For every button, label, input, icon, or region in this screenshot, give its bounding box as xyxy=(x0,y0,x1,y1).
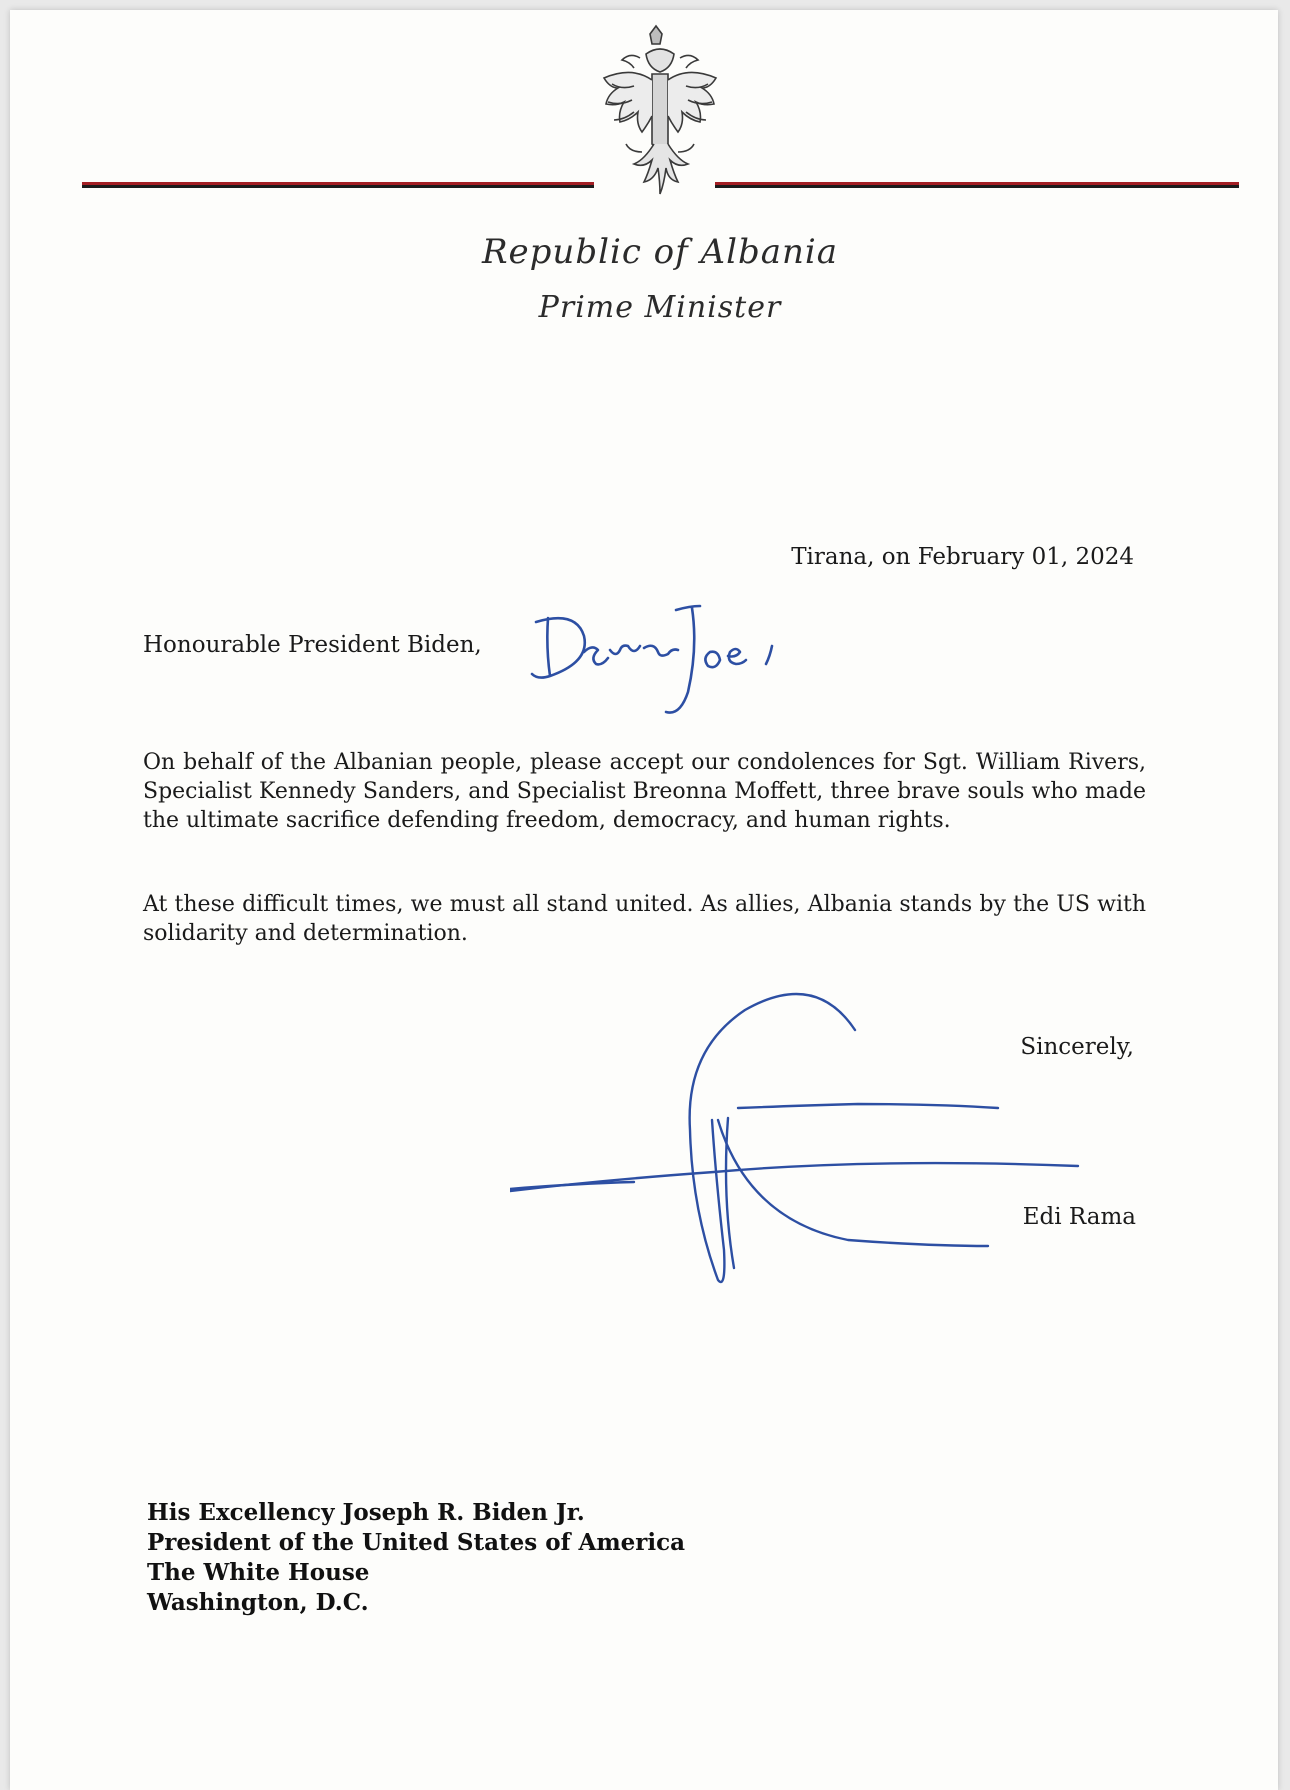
recipient-line: Washington, D.C. xyxy=(147,1589,369,1616)
rule-black-stripe xyxy=(715,185,1239,188)
header-rule-right xyxy=(715,182,1239,188)
double-headed-eagle-emblem xyxy=(592,24,728,214)
body-paragraph-2: At these difficult times, we must all stand united. As allies, Albania stands by the US with solidarity and determination. xyxy=(143,892,1146,946)
letterhead-republic: Republic of Albania xyxy=(481,232,839,272)
date-line: Tirana, on February 01, 2024 xyxy=(791,544,1134,570)
recipient-line: His Excellency Joseph R. Biden Jr. xyxy=(147,1499,585,1526)
rule-black-stripe xyxy=(82,185,594,188)
closing: Sincerely, xyxy=(1020,1034,1134,1060)
signer-name: Edi Rama xyxy=(1022,1204,1136,1230)
handwritten-signature xyxy=(510,980,1160,1350)
recipient-address xyxy=(147,1498,685,1618)
handwritten-greeting xyxy=(526,590,796,720)
recipient-line: President of the United States of America xyxy=(147,1529,686,1556)
header-rule-left xyxy=(82,182,594,188)
letter-page xyxy=(10,10,1278,1790)
letterhead-office: Prime Minister xyxy=(538,290,782,325)
salutation: Honourable President Biden, xyxy=(143,632,482,658)
recipient-line: The White House xyxy=(147,1559,370,1586)
body-paragraph-1: On behalf of the Albanian people, please accept our condolences for Sgt. William Rivers, Specialist Kennedy Sanders, and Specialist Breonna Moffett, three brave souls who made the ultimate sacrifice defending freedom, democracy, and human rights. xyxy=(143,750,1146,833)
